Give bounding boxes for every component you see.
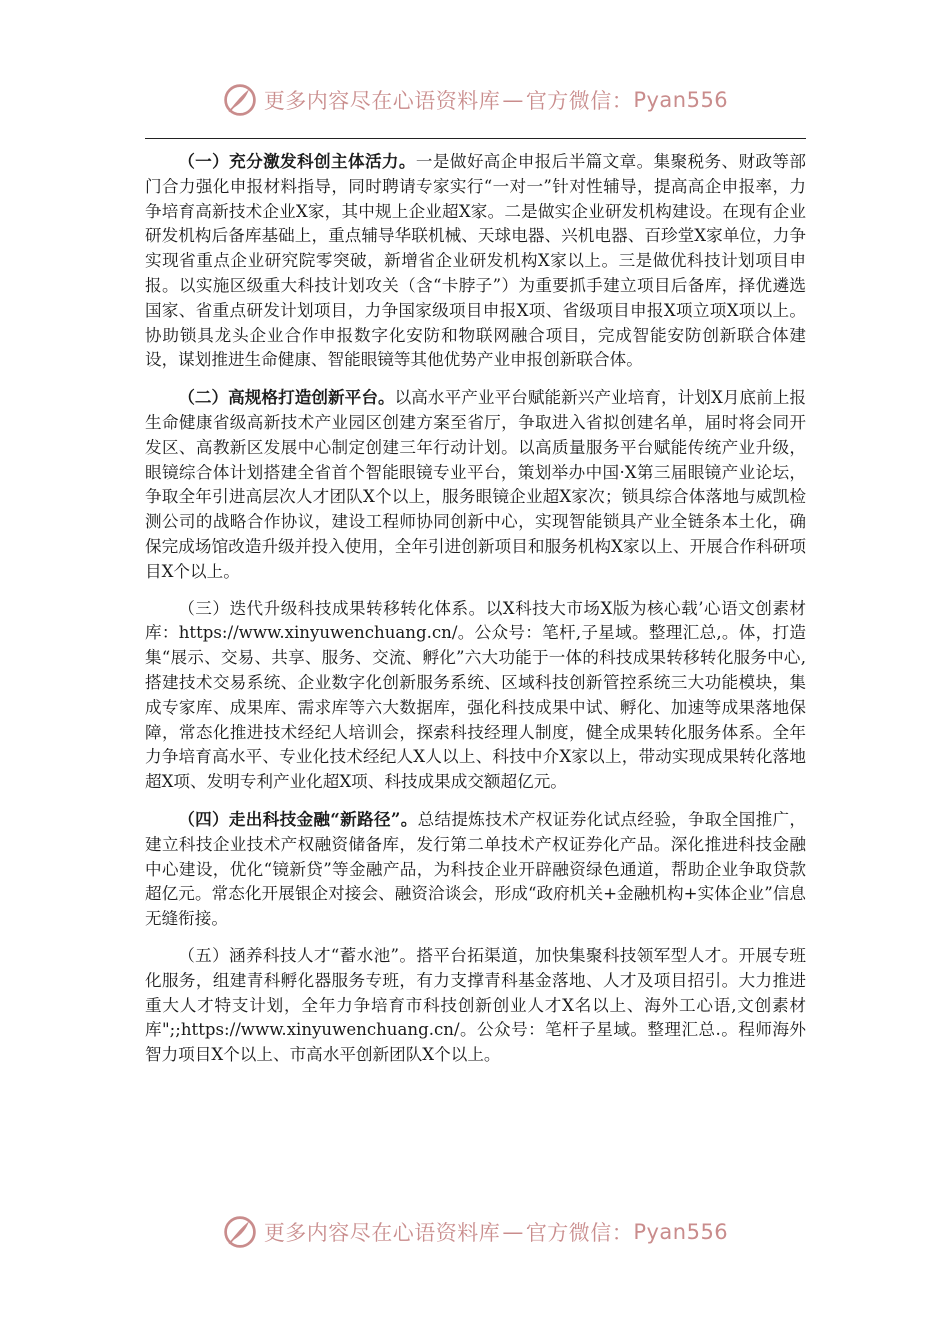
watermark-official: 官方微信： xyxy=(525,89,634,113)
watermark-account: Pyan556 xyxy=(633,88,729,112)
paragraph-5 xyxy=(145,944,806,1068)
watermark-text: 更多内容尽在心语资料库 xyxy=(263,89,501,113)
watermark-header xyxy=(0,80,950,120)
quill-logo-icon xyxy=(222,1214,258,1250)
paragraph-4 xyxy=(145,807,806,932)
watermark-text: 更多内容尽在心语资料库 xyxy=(263,1221,501,1245)
watermark-footer xyxy=(0,1212,950,1252)
paragraph-1-title: （一）充分激发科创主体活力。 xyxy=(178,151,416,171)
paragraph-3-body: （三）迭代升级科技成果转移转化体系。以X科技大市场X版为核心载’心语文创素材库：https://www.xinyuwenchuang.cn/。公众号：笔杆,子星域。整理汇总,。体，打造集“展示、交易、共享、服务、交流、孵化”六大功能于一体的科技成果转移转化服务中心,搭建技术交易系统、企业数字化创新服务系统、区域科技创新管控系统三大功能模块，集成专家库、成果库、需求库等六大数据库，强化科技成果中试、孵化、加速等成果落地保障，常态化推进技术经纪人培训会，探索科技经理人制度，健全成果转化服务体系。全年力争培育高水平、专业化技术经纪人X人以上、科技中介X家以上，带动实现成果转化落地超X项、发明专利产业化超X项、科技成果成交额超亿元。 xyxy=(145,598,806,792)
paragraph-1 xyxy=(145,149,806,373)
watermark-dash: — xyxy=(502,1220,524,1244)
quill-logo-icon xyxy=(222,82,258,118)
watermark-account: Pyan556 xyxy=(633,1220,729,1244)
paragraph-1-body: 一是做好高企申报后半篇文章。集聚税务、财政等部门合力强化申报材料指导，同时聘请专家实行“一对一”针对性辅导，提高高企申报率，力争培育高新技术企业X家，其中规上企业超X家。二是做实企业研发机构建设。在现有企业研发机构后备库基础上，重点辅导华联机械、天球电器、兴机电器、百珍堂X家单位，力争实现省重点企业研究院零突破，新增省企业研发机构X家以上。三是做优科技计划项目申报。以实施区级重大科技计划攻关（含“卡脖子”）为重要抓手建立项目后备库，择优遴选国家、省重点研发计划项目，力争国家级项目申报X项、省级项目申报X项立项X项以上。协助锁具龙头企业合作申报数字化安防和物联网融合项目，完成智能安防创新联合体建设，谋划推进生命健康、智能眼镜等其他优势产业申报创新联合体。 xyxy=(145,152,807,370)
paragraph-3 xyxy=(145,597,806,795)
header-divider xyxy=(145,138,806,139)
document-body xyxy=(145,149,806,1080)
watermark-official: 官方微信： xyxy=(525,1221,634,1245)
paragraph-2-title: （二）高规格打造创新平台。 xyxy=(178,387,395,408)
paragraph-5-body: （五）涵养科技人才“蓄水池”。搭平台拓渠道，加快集聚科技领军型人才。开展专班化服务，组建青科孵化器服务专班，有力支撑青科基金落地、人才及项目招引。大力推进重大人才特支计划，全年力争培育市科技创新创业人才X名以上、海外工心语,文创素材库";;https://www.xinyuwenchuang.cn/。公众号：笔杆子星域。整理汇总.。程师海外智力项目X个以上、市高水平创新团队X个以上。 xyxy=(145,945,806,1065)
watermark-dash: — xyxy=(502,88,524,112)
paragraph-4-body: 总结提炼技术产权证券化试点经验，争取全国推广，建立科技企业技术产权融资储备库，发行第二单技术产权证券化产品。深化推进科技金融中心建设，优化“镜新贷”等金融产品，为科技企业开辟融资绿色通道，帮助企业争取贷款超亿元。常态化开展银企对接会、融资洽谈会，形成“政府机关+金融机构+实体企业”信息无缝衔接。 xyxy=(145,809,806,929)
paragraph-2-body: 以高水平产业平台赋能新兴产业培育，计划X月底前上报生命健康省级高新技术产业园区创建方案至省厅，争取进入省拟创建名单，届时将会同开发区、高教新区发展中心制定创建三年行动计划。以高质量服务平台赋能传统产业升级，眼镜综合体计划搭建全省首个智能眼镜专业平台，策划举办中国·X第三届眼镜产业论坛，争取全年引进高层次人才团队X个以上，服务眼镜企业超X家次；锁具综合体落地与威凯检测公司的战略合作协议，建设工程师协同创新中心，实现智能锁具产业全链条本土化，确保完成场馆改造升级并投入使用，全年引进创新项目和服务机构X家以上、开展合作科研项目X个以上。 xyxy=(145,388,807,581)
paragraph-4-title: （四）走出科技金融“新路径”。 xyxy=(178,808,418,829)
paragraph-2 xyxy=(145,385,806,584)
